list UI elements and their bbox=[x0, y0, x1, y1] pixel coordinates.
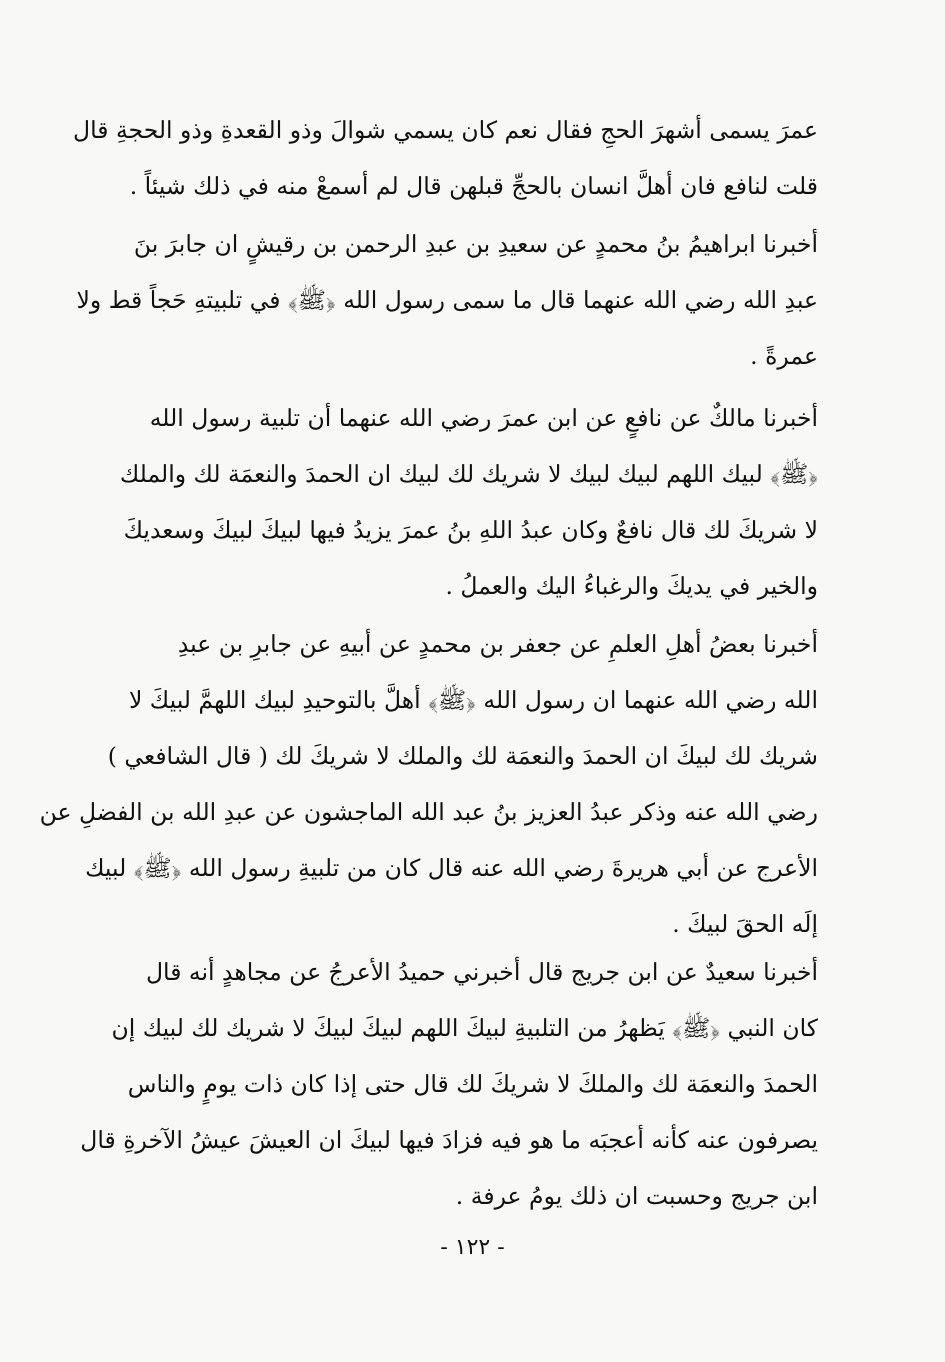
paragraph-line: لا شريكَ لك قال نافعٌ وكان عبدُ اللهِ بنُ عمرَ يزيدُ فيها لبيكَ لبيكَ وسعديكَ bbox=[123, 516, 818, 544]
paragraph-line: رضي الله عنه وذكر عبدُ العزيز بنُ عبد الله الماجشون عن عبدِ الله بن الفضلِ عن bbox=[39, 798, 818, 826]
paragraph-4 bbox=[39, 616, 818, 952]
paragraph-line: الأعرج عن أبي هريرةَ رضي الله عنه قال كان من تلبيةِ رسول الله ﴿ﷺ﴾ لبيك bbox=[85, 854, 818, 882]
paragraph-line: إلَه الحقَ لبيكَ . bbox=[672, 910, 818, 938]
paragraph-line: قلت لنافع فان أهلَّ انسان بالحجِّ قبلهن قال لم أسمعْ منه في ذلك شيئاً . bbox=[129, 172, 818, 200]
paragraph-2 bbox=[76, 216, 818, 384]
paragraph-5 bbox=[80, 944, 818, 1224]
paragraph-line: عمرةً . bbox=[750, 342, 818, 370]
page-number: - ١٢٢ - bbox=[440, 1235, 505, 1260]
paragraph-line: أخبرنا مالكٌ عن نافعٍ عن ابن عمرَ رضي الله عنهما أن تلبية رسول الله bbox=[149, 404, 818, 432]
paragraph-line: شريك لك لبيكَ ان الحمدَ والنعمَة لك والملك لا شريكَ لك ( قال الشافعي ) bbox=[107, 742, 818, 770]
paragraph-1 bbox=[73, 102, 818, 214]
paragraph-line: الله رضي الله عنهما ان رسول الله ﴿ﷺ﴾ أهلَّ بالتوحيدِ لبيك اللهمَّ لبيكَ لا bbox=[128, 686, 818, 714]
paragraph-line: الحمدَ والنعمَة لك والملكَ لا شريكَ لك قال حتى إذا كان ذات يومٍ والناس bbox=[127, 1070, 818, 1098]
paragraph-line: أخبرنا ابراهيمُ بنُ محمدٍ عن سعيدِ بن عبدِ الرحمن بن رقيشٍ ان جابرَ بنَ bbox=[133, 230, 818, 258]
paragraph-line: أخبرنا بعضُ أهلِ العلمِ عن جعفر بن محمدٍ عن أبيهِ عن جابرِ بن عبدِ bbox=[177, 630, 818, 658]
paragraph-line: ﴿ﷺ﴾ لبيك اللهم لبيك لبيك لا شريك لك لبيك ان الحمدَ والنعمَة لك والملك bbox=[119, 460, 818, 488]
paragraph-line: عمرَ يسمى أشهرَ الحجِ فقال نعم كان يسمي شوالَ وذو القعدةِ وذو الحجةِ قال bbox=[73, 116, 818, 144]
paragraph-line: عبدِ الله رضي الله عنهما قال ما سمى رسول الله ﴿ﷺ﴾ في تلبيتهِ حَجاً قط ولا bbox=[76, 286, 818, 314]
paragraph-line: والخير في يديكَ والرغباءُ اليك والعملُ . bbox=[445, 572, 818, 600]
paragraph-3 bbox=[119, 390, 818, 614]
paragraph-line: كان النبي ﴿ﷺ﴾ يَظهرُ من التلبيةِ لبيكَ اللهم لبيكَ لبيكَ لا شريك لك لبيك إن bbox=[111, 1014, 818, 1042]
paragraph-line: يصرفون عنه كأنه أعجبَه ما هو فيه فزادَ فيها لبيكَ ان العيشَ عيشُ الآخرةِ قال bbox=[80, 1126, 818, 1154]
paragraph-line: ابن جريج وحسبت ان ذلك يومُ عرفة . bbox=[455, 1182, 818, 1210]
paragraph-line: أخبرنا سعيدٌ عن ابن جريج قال أخبرني حميدُ الأعرجُ عن مجاهدٍ أنه قال bbox=[145, 958, 818, 986]
